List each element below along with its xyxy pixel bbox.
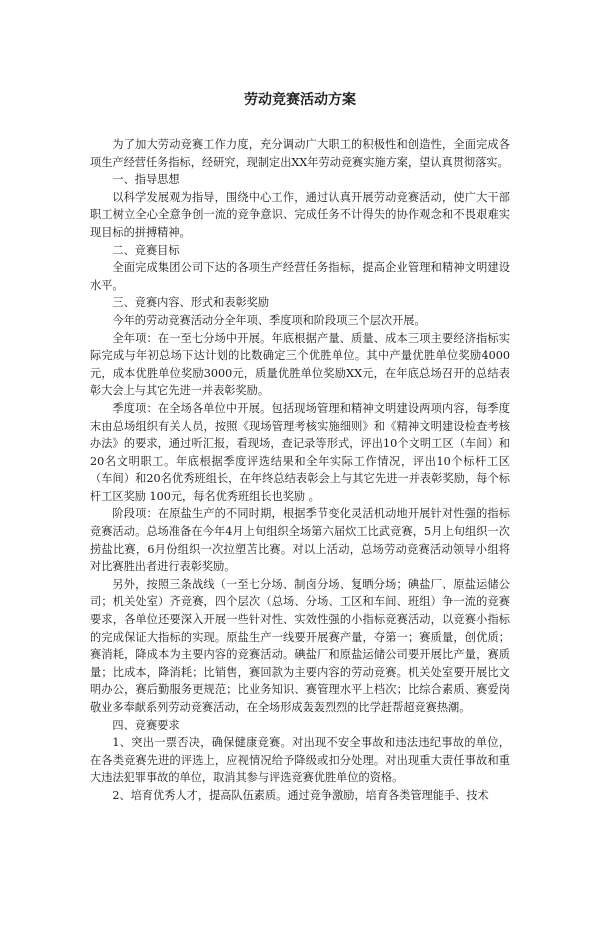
document-title: 劳动竞赛活动方案 [244,92,356,108]
section-heading: 一、指导思想 [112,173,180,187]
section-paragraph: 1、突出一票否决，确保健康竞赛。对出现不安全事故和违法违纪事故的单位，在各类竞赛先进的评选上，应视情况给予降级或扣分处理。对出现重大责任事故和重大违法犯罪事故的单位，取消其参与评选竞赛优胜单位的资格。 [90,736,510,785]
section-heading: 四、竞赛要求 [112,718,180,732]
section-guiding-ideology [90,171,510,241]
section-competition-requirements [90,717,510,805]
section-paragraph: 季度项：在全场各单位中开展。包括现场管理和精神文明建设两项内容，每季度末由总场组织有关人员，按照《现场管理考核实施细则》和《精神文明建设检查考核办法》的要求，通过听汇报，看现场，查记录等形式，评出10个文明工区（车间）和20名文明职工。年底根据季度评选结果和全年实际工作情况，评出10个标杆工区（车间）和20名优秀班组长，在年终总结表彰会上与其它先进一并表彰奖励，每个标杆工区奖励 100元，每名优秀班组长也奖励 。 [90,401,510,503]
section-heading: 三、竞赛内容、形式和表彰奖励 [112,296,270,310]
section-competition-goals [90,242,510,295]
intro-paragraph: 为了加大劳动竞赛工作力度，充分调动广大职工的积极性和创造性，全面完成各项生产经营任务指标，经研究，现制定出XX年劳动竞赛实施方案，望认真贯彻落实。 [90,138,510,169]
section-paragraph: 全年项：在一至七分场中开展。年底根据产量、质量、成本三项主要经济指标实际完成与年初总场下达计划的比数确定三个优胜单位。其中产量优胜单位奖励4000元，成本优胜单位奖励3000元，质量优胜单位奖励XX元，在年底总场召开的总结表彰大会上与其它先进一并表彰奖励。 [90,331,510,398]
section-paragraph: 阶段项：在原盐生产的不同时期，根据季节变化灵活机动地开展针对性强的指标竞赛活动。总场准备在今年4月上旬组织全场第六届炊工比武竞赛，5月上旬组织一次捞盐比赛，6月份组织一次拉塑苫比赛。对以上活动，总场劳动竞赛活动领导小组将对比赛胜出者进行表彰奖励。 [90,507,510,574]
section-paragraph: 以科学发展观为指导，围绕中心工作，通过认真开展劳动竞赛活动，使广大干部职工树立全心全意争创一流的竞争意识、完成任务不计得失的协作观念和不畏艰难实现目标的拼搏精神。 [90,190,510,239]
section-paragraph: 2、培育优秀人才，提高队伍素质。通过竞争激励，培育各类管理能手、技术 [112,788,489,802]
document-page [0,90,600,940]
section-paragraph: 全面完成集团公司下达的各项生产经营任务指标，提高企业管理和精神文明建设水平。 [90,261,510,292]
section-content-form-awards [90,294,510,716]
section-paragraph: 另外，按照三条战线（一至七分场、制卤分场、复晒分场；碘盐厂、原盐运储公司；机关处室）齐竞赛，四个层次（总场、分场、工区和车间、班组）争一流的竞赛要求，各单位还要深入开展一些针对性、实效性强的小指标竞赛活动，以竞赛小指标的完成保证大指标的实现。原盐生产一线要开展赛产量，夺第一；赛质量，创优质；赛消耗，降成本为主要内容的竞赛活动。碘盐厂和原盐运储公司要开展比产量，赛质量；比成本，降消耗；比销售，赛回款为主要内容的劳动竞赛。机关处室要开展比文明办公，赛后勤服务更规范；比业务知识、赛管理水平上档次；比综合素质、赛爱岗敬业多奉献系列劳动竞赛活动，在全场形成轰轰烈烈的比学赶帮超竞赛热潮。 [90,577,510,714]
section-heading: 二、竞赛目标 [112,243,180,257]
section-paragraph: 今年的劳动竞赛活动分全年项、季度项和阶段项三个层次开展。 [112,313,426,327]
